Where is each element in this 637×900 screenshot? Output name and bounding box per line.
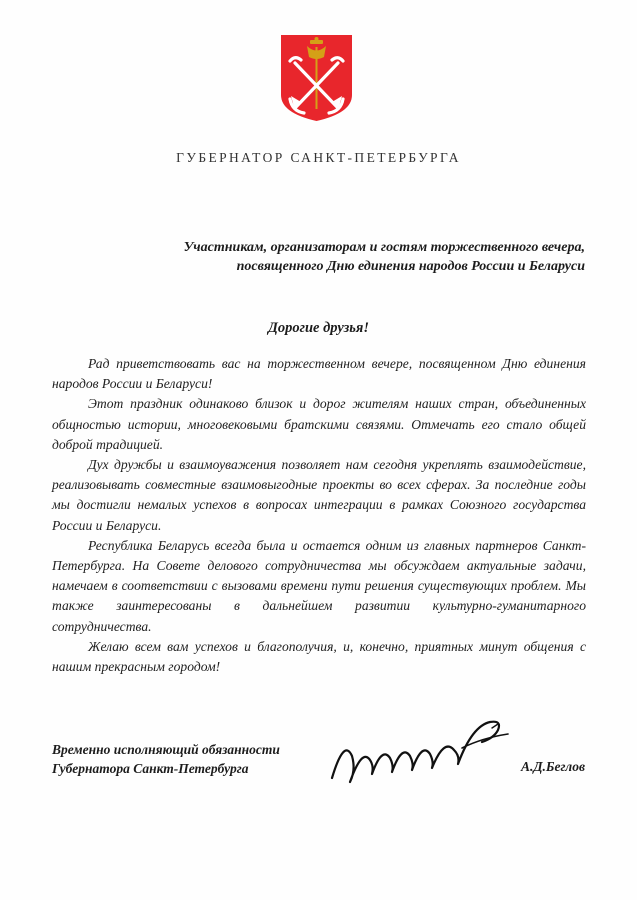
addressee [65, 238, 585, 276]
signer-position-line-1: Временно исполняющий обязанности [52, 742, 280, 757]
paragraph: Желаю всем вам успехов и благополучия, и, конечно, приятных минут общения с нашим прекрасным городом! [52, 638, 586, 675]
signer-position-line-2: Губернатора Санкт-Петербурга [52, 761, 249, 776]
saint-petersburg-coat-of-arms-icon [279, 33, 354, 123]
paragraph: Этот праздник одинаково близок и дорог жителям наших стран, объединенных общностью истории, многовековыми братскими связями. Отмечать его стало общей доброй традицией. [52, 396, 586, 452]
signer-name: А.Д.Беглов [520, 759, 585, 774]
greeting: Дорогие друзья! [267, 320, 370, 336]
addressee-line-1: Участникам, организаторам и гостям торжественного вечера, [183, 240, 585, 255]
letter-body [52, 354, 586, 677]
signer-position [52, 740, 312, 778]
paragraph: Республика Беларусь всегда была и остается одним из главных партнеров Санкт-Петербурга. На Совете делового сотрудничества мы обсуждаем актуальные задачи, намечаем в соответствии с вызовами времени пути решения существующих проблем. Мы также заинтересованы в дальнейшем развитии культурно-гуманитарного сотрудничества. [52, 537, 586, 634]
handwritten-signature-icon [322, 708, 512, 793]
org-title: ГУБЕРНАТОР САНКТ-ПЕТЕРБУРГА [176, 150, 461, 165]
paragraph: Дух дружбы и взаимоуважения позволяет нам сегодня укреплять взаимодействие, реализовывать совместные взаимовыгодные проекты во всех сферах. За последние годы мы достигли немалых успехов в вопросах интеграции в рамках Союзного государства России и Беларуси. [52, 457, 586, 533]
addressee-line-2: посвященного Дню единения народов России и Беларуси [236, 259, 585, 274]
paragraph: Рад приветствовать вас на торжественном вечере, посвященном Дню единения народов России и Беларуси! [52, 356, 586, 392]
